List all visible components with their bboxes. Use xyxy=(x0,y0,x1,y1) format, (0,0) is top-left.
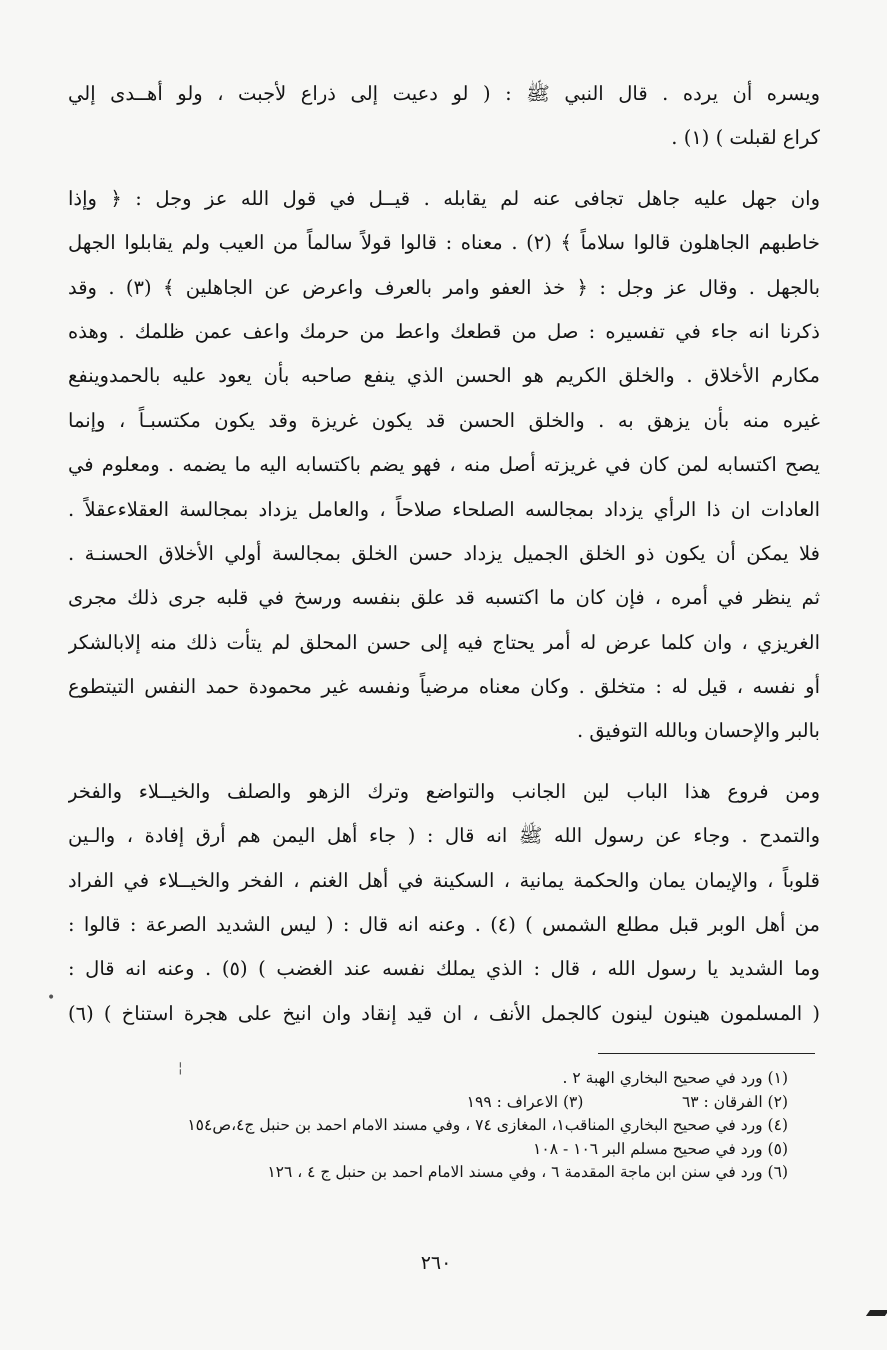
text-line: وان جهل عليه جاهل تجافى عنه لم يقابله . قيــل في قول الله عز وجل : ﴿ وإذا xyxy=(68,186,820,210)
text-line: أو نفسه ، قيل له : متخلق . وكان معناه مرضياً ونفسه غير محمودة حمد النفس التيتطوع xyxy=(68,675,820,699)
margin-dot: • xyxy=(47,990,56,1006)
footnote: (١) ورد في صحيح البخاري الهبة ٢ . xyxy=(562,1069,788,1087)
text-line: ( المسلمون هينون لينون كالجمل الأنف ، ان قيد إنقاد وان انيخ على هجرة استناخ ) (٦) xyxy=(68,1001,820,1025)
text-line: ومن فروع هذا الباب لين الجانب والتواضع وترك الزهو والصلف والخيــلاء والفخر xyxy=(68,779,820,803)
paragraph-1 xyxy=(68,72,820,161)
text-line: ذكرنا انه جاء في تفسيره : صل من قطعك واعط من حرمك واعف عمن ظلمك . وهذه xyxy=(68,319,820,343)
text-line: من أهل الوبر قبل مطلع الشمس ) (٤) . وعنه انه قال : ( ليس الشديد الصرعة : قالوا : xyxy=(68,913,820,937)
text-line: الغريزي ، وان كلما عرض له أمر يحتاج فيه إلى حسن المحلق لم يتأت ذلك منه إلابالشكر xyxy=(68,630,820,654)
footnote: (٢) الفرقان : ٦٣ (٣) الاعراف : ١٩٩ xyxy=(466,1092,788,1111)
footnote: (٥) ورد في صحيح مسلم البر ١٠٦ - ١٠٨ xyxy=(533,1139,788,1158)
text-line: فلا يمكن أن يكون ذو الخلق الجميل يزداد حسن الخلق بمجالسة أولي الأخلاق الحسنـة . xyxy=(68,541,820,565)
paragraph-2 xyxy=(68,177,820,754)
text-line: كراع لقبلت ) (١) . xyxy=(671,126,820,150)
page-number: ٢٦٠ xyxy=(420,1252,452,1274)
text-line: ثم ينظر في أمره ، فإن كان ما اكتسبه قد علق بنفسه ورسخ في قلبه جرى ذلك مجرى xyxy=(68,586,820,610)
text-line: يصح اكتسابه لمن كان في غريزته أصل منه ، فهو يضم باكتسابه اليه ما يضمه . ومعلوم في xyxy=(68,453,820,477)
margin-tick: ¦ xyxy=(178,1060,183,1076)
footnote: (٦) ورد في سنن ابن ماجة المقدمة ٦ ، وفي مسند الامام احمد بن حنبل ج ٤ ، ١٢٦ xyxy=(267,1163,788,1182)
text-line: ويسره أن يرده . قال النبي ﷺ : ( لو دعيت إلى ذراع لأجبت ، ولو أهــدى إلي xyxy=(68,82,820,105)
page-corner-mark xyxy=(866,1310,887,1316)
text-line: قلوباً ، والإيمان يمان والحكمة يمانية ، السكينة في أهل الغنم ، الفخر والخيــلاء في الفراد xyxy=(68,868,820,892)
text-line: العادات ان ذا الرأي يزداد بمجالسه الصلحاء صلاحاً ، والعامل يزداد بمجالسة العقلاءعقلاً . xyxy=(68,497,820,521)
footnote: (٤) ورد في صحيح البخاري المناقب١، المغازى ٧٤ ، وفي مسند الامام احمد بن حنبل ج٤،ص١٥٤ xyxy=(187,1116,788,1135)
text-line: خاطبهم الجاهلون قالوا سلاماً ﴾ (٢) . معناه : قالوا قولاً سالماً من العيب ولم يقابلوا الجهل xyxy=(68,231,820,255)
text-line: بالجهل . وقال عز وجل : ﴿ خذ العفو وامر بالعرف واعرض عن الجاهلين ﴾ (٣) . وقد xyxy=(68,275,820,299)
body-text xyxy=(68,72,820,1036)
footnotes xyxy=(60,1067,788,1185)
text-line: والتمدح . وجاء عن رسول الله ﷺ انه قال : ( جاء أهل اليمن هم أرق إفادة ، والـين xyxy=(68,824,820,848)
text-line: مكارم الأخلاق . والخلق الكريم هو الحسن الذي ينفع صاحبه بأن يعود عليه بالحمدوينفع xyxy=(68,364,820,388)
text-line: وما الشديد يا رسول الله ، قال : الذي يملك نفسه عند الغضب ) (٥) . وعنه انه قال : xyxy=(68,957,820,981)
text-line: بالبر والإحسان وبالله التوفيق . xyxy=(576,719,820,743)
footnote-separator xyxy=(598,1053,815,1054)
text-line: غيره منه بأن يزهق به . والخلق الحسن قد يكون غريزة وقد يكون مكتسبـاً ، وإنما xyxy=(68,408,820,432)
paragraph-3 xyxy=(68,770,820,1036)
